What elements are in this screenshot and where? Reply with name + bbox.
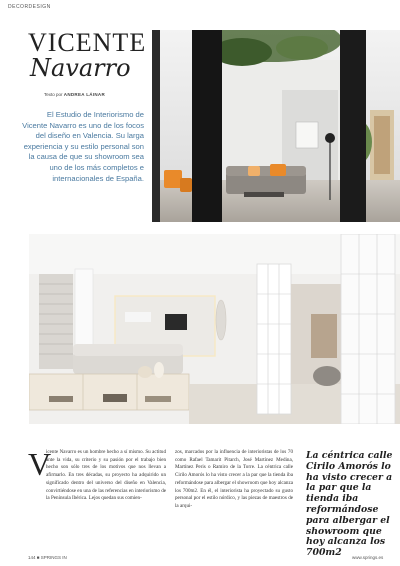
byline-prefix: Texto por [44,92,63,97]
body-column-1: icente Navarro es un hombre hecho a sí mismo. Su actitud ante la vida, su criterio y su pasión por el trabajo bien hecho son sólo tres de los motivos que nos llevan a afirmarlo. En tres décadas, su proyecto ha adquirido un significado dentro del universo del diseño en Valencia, convirtiéndose en una de las referencias en interiorismo de la Península Ibérica. Lejos quedan sus comien- [46,449,166,502]
byline-author: ANDREA LÁINAR [63,92,106,97]
byline [44,92,105,97]
page-folio: 144 ■ SPRINGS IN [28,555,67,560]
pull-quote: La céntrica calle Cirilo Amorós lo ha visto crecer a la par que la tienda iba reformándose para albergar el showroom que hoy alcanza los 700m2 [306,450,393,559]
photo-white-lounge [29,234,400,424]
footer-website: www.springs.es [352,555,384,560]
article-title-line1: VICENTE [28,28,147,57]
section-tag: DECORDESIGN [8,4,51,10]
article-title-line2: Navarro [30,54,131,82]
living-room-illustration [152,30,400,222]
white-lounge-illustration [29,234,400,424]
body-column-2: zos, marcados por la influencia de interioristas de los 70 como Rafael Tamarit Pitarch, José Martínez Medina, Martínez Peris o Ramiro de la Torre. La céntrica calle Cirilo Amorós lo ha visto crecer a la par que la tienda iba reformándose para albergar el showroom que hoy alcanza los 700m2. En él, el interiorista ha proyectado su gusto personal por el estilo nórdico, y las piezas de maestros de la arqui- [175,449,293,509]
photo-living-room [152,30,400,222]
lead-paragraph: El Estudio de Interiorismo de Vicente Navarro es uno de los focos del diseño en Valencia. Su larga experiencia y su estilo personal son la causa de que su showroom sea uno de los más completos e internacionales de España. [22,110,144,183]
drop-cap: V [28,446,52,482]
